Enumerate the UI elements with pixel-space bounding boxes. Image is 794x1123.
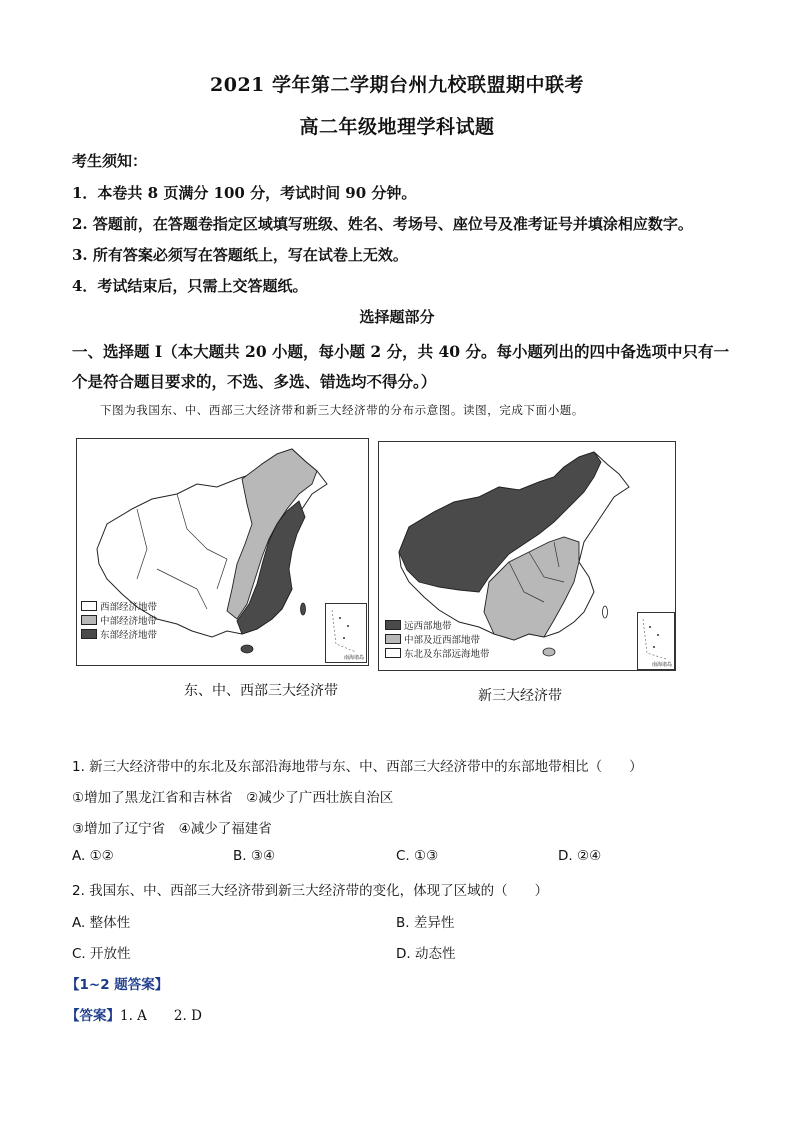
map-caption-left: 东、中、西部三大经济带 bbox=[184, 683, 338, 699]
option: D. ②④ bbox=[558, 848, 602, 864]
answer-text: 1. A 2. D bbox=[120, 1008, 202, 1024]
legend-item: 西部经济地带 bbox=[81, 599, 157, 613]
south-china-sea-inset: 南海诸岛 bbox=[325, 603, 367, 663]
answer-tag: 【答案】 bbox=[66, 1008, 120, 1024]
section-title: 选择题部分 bbox=[359, 308, 435, 326]
legend-item: 东北及东部远海地带 bbox=[385, 646, 490, 660]
notice-item: 4．考试结束后，只需上交答题纸。 bbox=[72, 277, 308, 295]
question-statement: ①增加了黑龙江省和吉林省 ②减少了广西壮族自治区 bbox=[72, 790, 394, 806]
question-stem: 1. 新三大经济带中的东北及东部沿海地带与东、中、西部三大经济带中的东部地带相比（ ） bbox=[72, 759, 643, 775]
map-caption-right: 新三大经济带 bbox=[478, 688, 562, 704]
option: C. ①③ bbox=[396, 848, 439, 864]
notice-item: 1．本卷共 8 页满分 100 分，考试时间 90 分钟。 bbox=[72, 184, 417, 202]
answer-heading: 【1~2 题答案】 bbox=[66, 977, 169, 993]
legend-left bbox=[81, 599, 157, 641]
option: A. 整体性 bbox=[72, 915, 131, 931]
option: C. 开放性 bbox=[72, 946, 131, 962]
notice-heading: 考生须知： bbox=[72, 152, 148, 170]
option: B. 差异性 bbox=[396, 915, 455, 931]
legend-item: 中部经济地带 bbox=[81, 613, 157, 627]
option: B. ③④ bbox=[233, 848, 276, 864]
hainan-island bbox=[543, 648, 555, 656]
section-instruction: 个是符合题目要求的，不选、多选、错选均不得分。） bbox=[72, 372, 437, 391]
taiwan-island bbox=[301, 603, 306, 615]
section-instruction: 一、选择题 I（本大题共 20 小题，每小题 2 分，共 40 分。每小题列出的四中备选项中只有一 bbox=[72, 342, 729, 361]
south-china-sea-inset: 南海诸岛 bbox=[637, 612, 675, 670]
notice-item: 3. 所有答案必须写在答题纸上，写在试卷上无效。 bbox=[72, 246, 408, 264]
notice-item: 2. 答题前，在答题卷指定区域填写班级、姓名、考场号、座位号及准考证号并填涂相应数字。 bbox=[72, 215, 693, 233]
option: D. 动态性 bbox=[396, 946, 456, 962]
exam-subtitle: 高二年级地理学科试题 bbox=[299, 116, 495, 138]
map-three-belts bbox=[76, 438, 369, 666]
question-intro: 下图为我国东、中、西部三大经济带和新三大经济带的分布示意图。读图，完成下面小题。 bbox=[100, 403, 584, 417]
exam-title: 2021 学年第二学期台州九校联盟期中联考 bbox=[210, 74, 584, 96]
question-statement: ③增加了辽宁省 ④减少了福建省 bbox=[72, 821, 272, 837]
legend-right bbox=[385, 618, 490, 660]
answer-line bbox=[66, 1004, 202, 1024]
hainan-island bbox=[241, 645, 253, 653]
option: A. ①② bbox=[72, 848, 114, 864]
legend-item: 中部及近西部地带 bbox=[385, 632, 490, 646]
question-stem: 2. 我国东、中、西部三大经济带到新三大经济带的变化，体现了区域的（ ） bbox=[72, 883, 549, 899]
map-new-three-belts bbox=[378, 441, 676, 671]
taiwan-island bbox=[603, 606, 608, 618]
legend-item: 东部经济地带 bbox=[81, 627, 157, 641]
legend-item: 远西部地带 bbox=[385, 618, 490, 632]
